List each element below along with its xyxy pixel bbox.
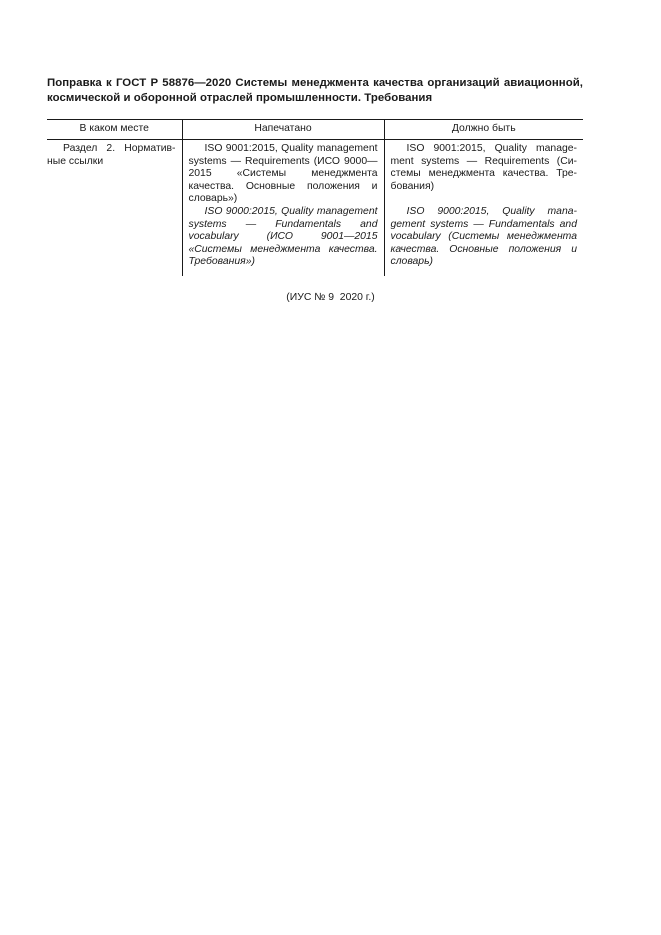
- table-header-row: [47, 120, 583, 140]
- column-header-place: В каком месте: [47, 120, 182, 140]
- cell-place: [47, 140, 182, 276]
- title-line-1: Поправка к ГОСТ Р 58876—2020 Системы менеджмента качества организаций авиационной,: [47, 77, 583, 89]
- paragraph-spacer: [391, 193, 578, 206]
- place-text: Раздел 2. Нормативные ссылки: [47, 143, 176, 167]
- cell-should-be: [384, 140, 583, 276]
- column-header-printed: Напечатано: [182, 120, 384, 140]
- table-row: [47, 140, 583, 276]
- erratum-table: [47, 119, 583, 276]
- column-header-should-be: Должно быть: [384, 120, 583, 140]
- title-line-2: космической и оборонной отраслей промышленности. Требования: [47, 92, 433, 104]
- printed-paragraph-1: ISO 9001:2015, Quality management systems — Requirements (ИСО 9000—2015 «Системы менеджмента качества. Основные положения и словарь»): [188, 143, 378, 205]
- cell-printed: [182, 140, 384, 276]
- should-be-paragraph-1: ISO 9001:2015, Quality management systems — Requirements (Системы менеджмента качества. Требования): [390, 143, 577, 192]
- printed-paragraph-2: ISO 9000:2015, Quality management systems — Fundamentals and vocabulary (ИСО 9001—2015 «Системы менеджмента качества. Требования»): [188, 205, 378, 268]
- should-be-paragraph-2: ISO 9000:2015, Quality management systems — Fundamentals and vocabulary (Системы менеджмента качества. Основные положения и словарь): [390, 205, 577, 268]
- issue-note: (ИУС № 9 2020 г.): [286, 292, 375, 303]
- page-title: [47, 76, 583, 106]
